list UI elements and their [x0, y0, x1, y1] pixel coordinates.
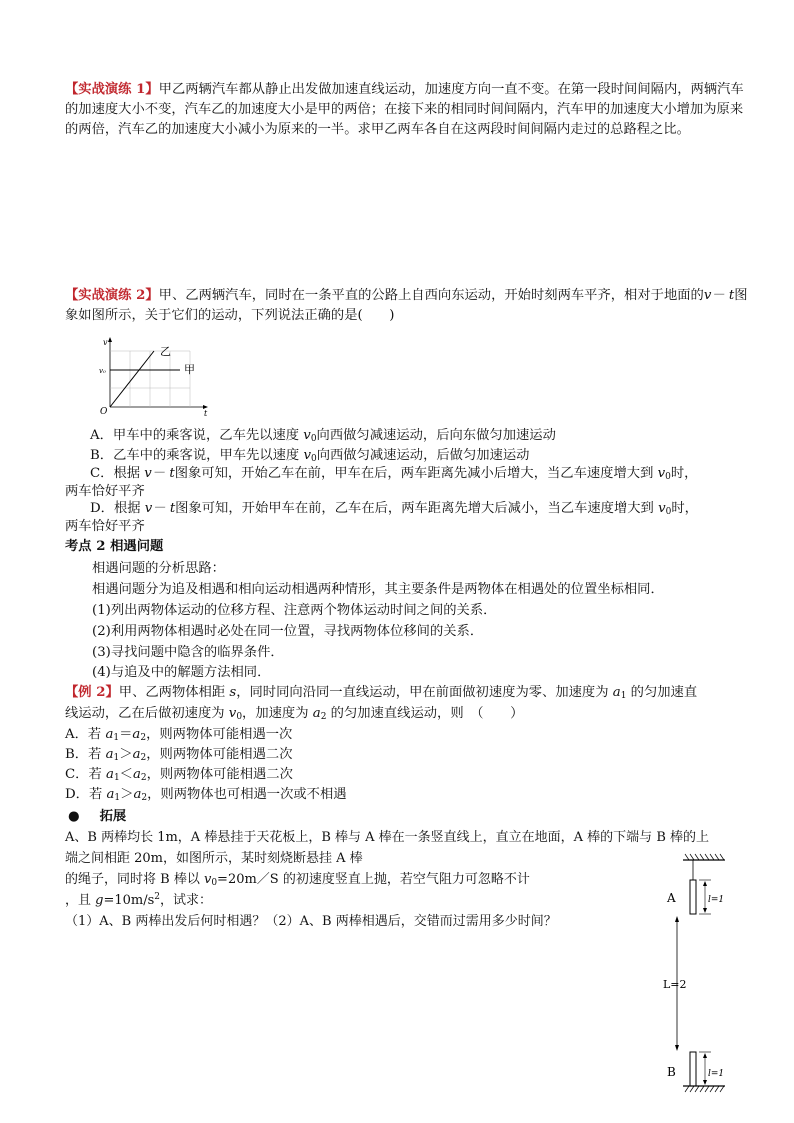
rod-b-label: B — [667, 1065, 676, 1079]
example-2-option-b: B．若 $a_1>a_2$，则两物体可能相遇二次 — [65, 747, 293, 763]
rod-a-label: A — [667, 891, 676, 905]
exercise-2-vt: v－ t — [703, 288, 735, 303]
exercise-2-option-d-line2: 两车恰好平齐 — [65, 519, 145, 534]
extension-line-3: 的绳子，同时将 B 棒以 $v_0=20m/S$ 的初速度竖直上抛，若空气阻力可忽略不计 — [65, 872, 530, 888]
extension-line-1: A、B 两棒均长 1m，A 棒悬挂于天花板上，B 棒与 A 棒在一条竖直线上，直立在地面，A 棒的下端与 B 棒的上 — [65, 830, 710, 845]
example-2-option-a: A．若 $a_1=a_2$，则两物体可能相遇一次 — [65, 727, 293, 743]
exercise-2-option-c: C．根据 v－ t图象可知，开始乙车在前，甲车在后，两车距离先减小后增大，当乙车速度增大到 $v_0$时， — [90, 466, 698, 482]
section-item-2: (2)利用两物体相遇时必处在同一位置，寻找两物体位移间的关系． — [92, 624, 484, 639]
exercise-1-text: 甲乙两辆汽车都从静止出发做加速直线运动，加速度方向一直不变。在第一段时间间隔内，两辆汽车的加速度大小不变，汽车乙的加速度大小是甲的两倍；在接下来的相同时间间隔内，汽车甲的加速度大小增加为原来的两倍，汽车乙的加速度大小减小为原来的一半。求甲乙两车各自在这两段时间间隔内走过的总路程之比。 — [65, 82, 744, 137]
bullet-icon: ● — [68, 809, 80, 824]
exercise-2-text-a: 甲、乙两辆汽车，同时在一条平直的公路上自西向东运动，开始时刻两车平齐，相对于地面的 — [158, 288, 704, 303]
exercise-2-text-b: 图象如图所示，关于它们的运动，下列说法正确的是( ) — [65, 288, 748, 323]
graph-jia-label: 甲 — [184, 363, 195, 376]
rod-a-length: l=1 — [708, 895, 725, 905]
extension-heading: ● 拓展 — [68, 809, 127, 824]
exercise-2-option-a: A．甲车中的乘客说，乙车先以速度 $v_0$向西做匀减速运动，后向东做匀加速运动 — [90, 428, 556, 444]
example-2-line1: 【例 2】甲、乙两物体相距 s，同时同向沿同一直线运动，甲在前面做初速度为零、加速度为 $a_1$ 的匀加速直 — [65, 685, 698, 701]
extension-line-2: 端之间相距 20m，如图所示，某时刻烧断悬挂 A 棒 — [65, 851, 363, 866]
section-title: 考点 2 相遇问题 — [65, 539, 164, 554]
example-2-option-c: C．若 $a_1<a_2$，则两物体可能相遇二次 — [65, 767, 293, 783]
exercise-2-option-d: D．根据 v－ t图象可知，开始甲车在前，乙车在后，两车距离先增大后减小，当乙车速度增大到 $v_0$时， — [90, 501, 698, 517]
exercise-2-option-c-line2: 两车恰好平齐 — [65, 484, 145, 499]
distance-label: L=2 — [663, 978, 687, 991]
exercise-1 — [65, 80, 755, 140]
exercise-2-tag: 【实战演练 2】 — [65, 288, 159, 303]
section-item-3: (3)寻找问题中隐含的临界条件． — [92, 645, 284, 660]
exercise-1-tag: 【实战演练 1】 — [65, 82, 159, 97]
extension-line-4: ，且 $g=10m/s^2$，试求： — [65, 892, 213, 908]
graph-origin: O — [100, 407, 108, 417]
extension-question: （1）A、B 两棒出发后何时相遇？（2）A、B 两棒相遇后，交错而过需用多少时间？ — [65, 914, 557, 929]
section-item-4: (4)与追及中的解题方法相同． — [92, 665, 271, 680]
graph-yi-label: 乙 — [160, 345, 171, 358]
section-subtitle: 相遇问题的分析思路： — [92, 561, 225, 576]
section-intro: 相遇问题分为追及相遇和相向运动相遇两种情形，其主要条件是两物体在相遇处的位置坐标相同． — [92, 582, 664, 597]
section-item-1: (1)列出两物体运动的位移方程、注意两个物体运动时间之间的关系． — [92, 603, 497, 618]
vt-graph — [96, 335, 216, 417]
rod-b-length: l=1 — [708, 1069, 725, 1079]
rods-figure — [655, 852, 735, 1114]
graph-v-axis: v — [103, 338, 108, 347]
example-2-line2: 线运动，乙在后做初速度为 $v_0$，加速度为 $a_2$ 的匀加速直线运动，则 （ ） — [65, 706, 524, 722]
example-2-option-d: D．若 $a_1>a_2$，则两物体也可相遇一次或不相遇 — [65, 787, 347, 803]
exercise-2-option-b: B．乙车中的乘客说，甲车先以速度 $v_0$向西做匀减速运动，后做匀加速运动 — [90, 448, 530, 464]
graph-v0: v₀ — [99, 367, 106, 375]
graph-t-axis: t — [204, 409, 208, 417]
exercise-2 — [65, 286, 755, 326]
